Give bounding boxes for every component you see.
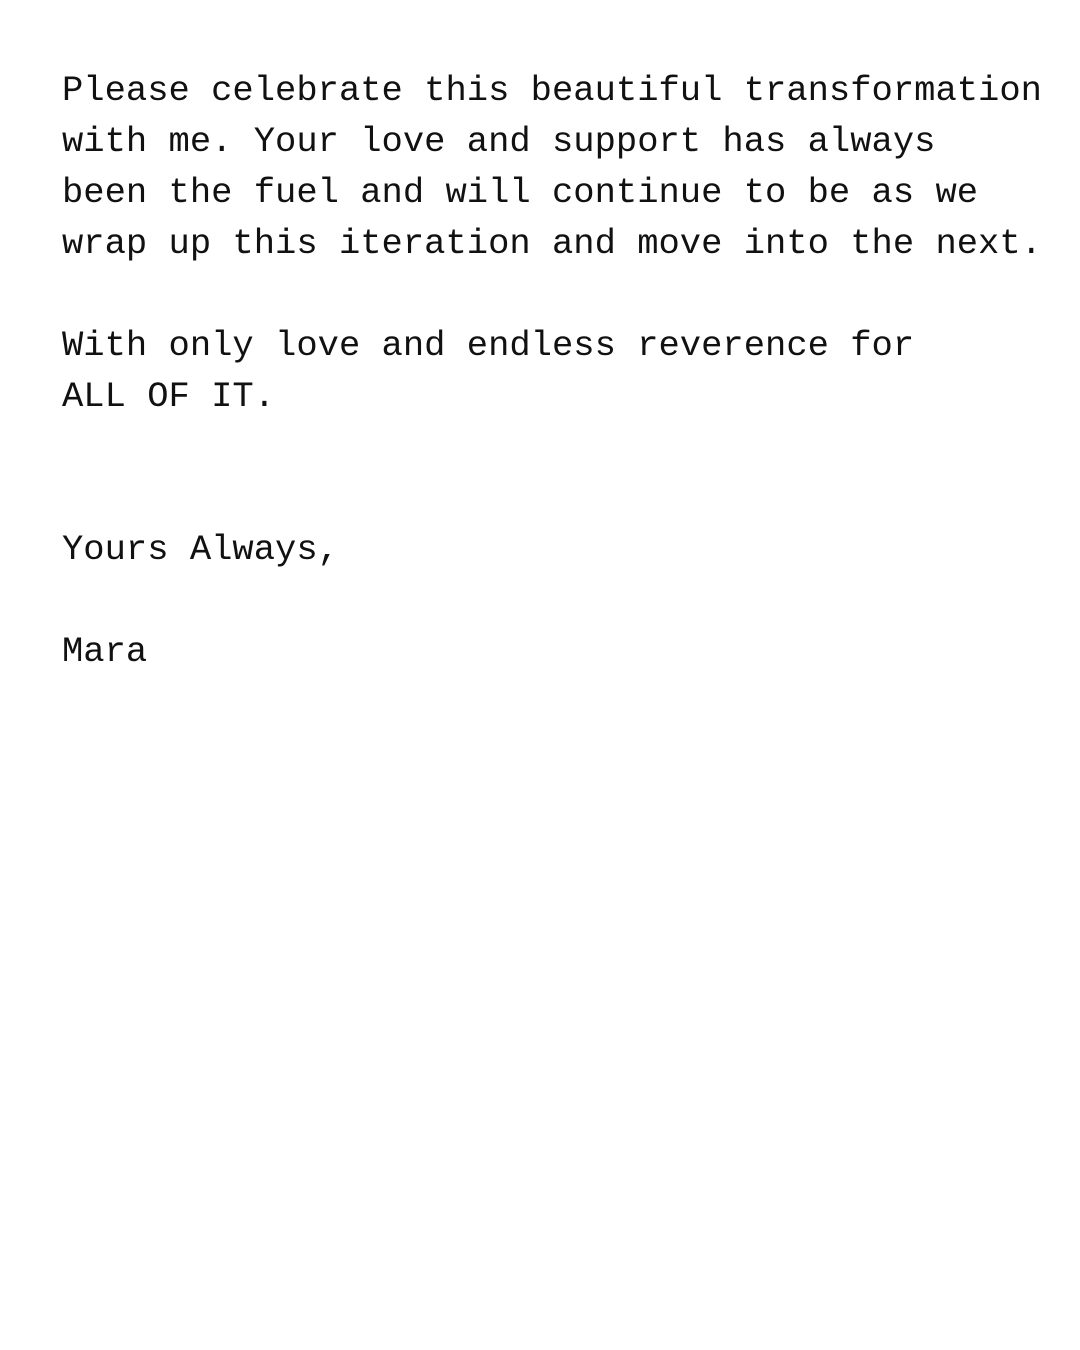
text-line: Please celebrate this beautiful transformation	[62, 70, 1042, 111]
text-line: been the fuel and will continue to be as we	[62, 172, 979, 213]
closing-line: Yours Always,	[62, 529, 339, 570]
paragraph-reverence	[62, 320, 1062, 422]
paragraph-spacer	[62, 269, 1062, 320]
text-line: ALL OF IT.	[62, 376, 276, 417]
closing-spacer	[62, 422, 1062, 524]
text-line: wrap up this iteration and move into the next.	[62, 223, 1042, 264]
text-line: With only love and endless reverence for	[62, 325, 915, 366]
text-line: with me. Your love and support has always	[62, 121, 936, 162]
paragraph-celebrate	[62, 65, 1062, 269]
signature-name: Mara	[62, 631, 148, 672]
signature-spacer	[62, 575, 1062, 626]
letter-body	[62, 65, 1062, 677]
